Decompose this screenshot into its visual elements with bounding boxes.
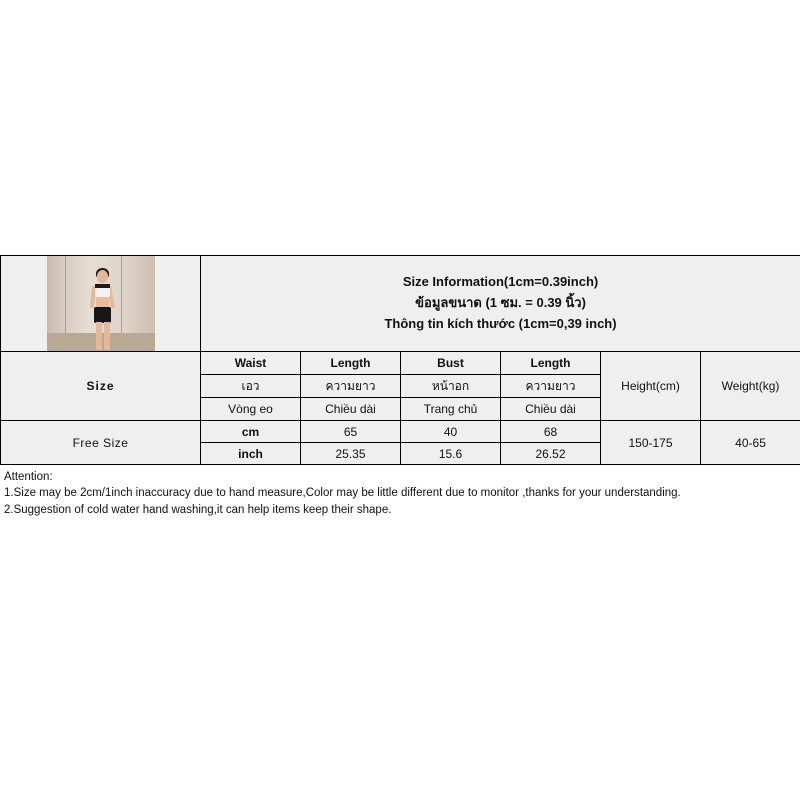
col-header-weight: Weight(kg) [701,352,800,421]
size-info-line-vi: Thông tin kích thước (1cm=0,39 inch) [384,315,617,331]
col-header-height: Height(cm) [601,352,701,421]
attention-line-2: 2.Suggestion of cold water hand washing,it can help items keep their shape. [4,503,392,516]
attention-title: Attention: [4,471,53,483]
col-header-length1-th: ความยาว [301,375,401,398]
model-photo-wrap [1,256,200,351]
model-photo-image [47,256,155,351]
size-information-block [201,256,800,352]
value-length1-cm: 40 [401,421,501,443]
value-waist-inch: 25.35 [301,443,401,465]
size-info-line-th: ข้อมูลขนาด (1 ซม. = 0.39 นิ้ว) [415,295,586,311]
col-header-length2-en: Length [501,352,601,375]
col-header-waist-vi: Vòng eo [201,398,301,421]
col-header-length1-en: Length [301,352,401,375]
attention-block [0,465,800,520]
value-bust-inch: 26.52 [501,443,601,465]
col-header-bust-vi: Trang chủ [401,398,501,421]
model-photo-cell [1,256,201,352]
table-row-cm [1,421,800,443]
col-header-waist-th: เอว [201,375,301,398]
col-header-bust-en: Bust [401,352,501,375]
value-waist-cm: 65 [301,421,401,443]
size-chart-table [0,255,800,465]
col-header-length2-th: ความยาว [501,375,601,398]
value-bust-cm: 68 [501,421,601,443]
col-header-length2-vi: Chiều dài [501,398,601,421]
col-header-waist-en: Waist [201,352,301,375]
value-height: 150-175 [601,421,701,465]
value-length1-inch: 15.6 [401,443,501,465]
row-label-free-size: Free Size [1,421,201,465]
table-row-header-info [1,256,800,352]
unit-inch: inch [201,443,301,465]
unit-cm: cm [201,421,301,443]
size-column-title: Size [1,352,201,421]
table-row-columns-en [1,352,800,375]
size-info-line-en: Size Information(1cm=0.39inch) [402,274,599,290]
size-chart-sheet [0,255,800,520]
value-weight: 40-65 [701,421,800,465]
col-header-bust-th: หน้าอก [401,375,501,398]
attention-line-1: 1.Size may be 2cm/1inch inaccuracy due to hand measure,Color may be little different due to monitor ,thanks for your understanding. [4,487,681,500]
col-header-length1-vi: Chiều dài [301,398,401,421]
